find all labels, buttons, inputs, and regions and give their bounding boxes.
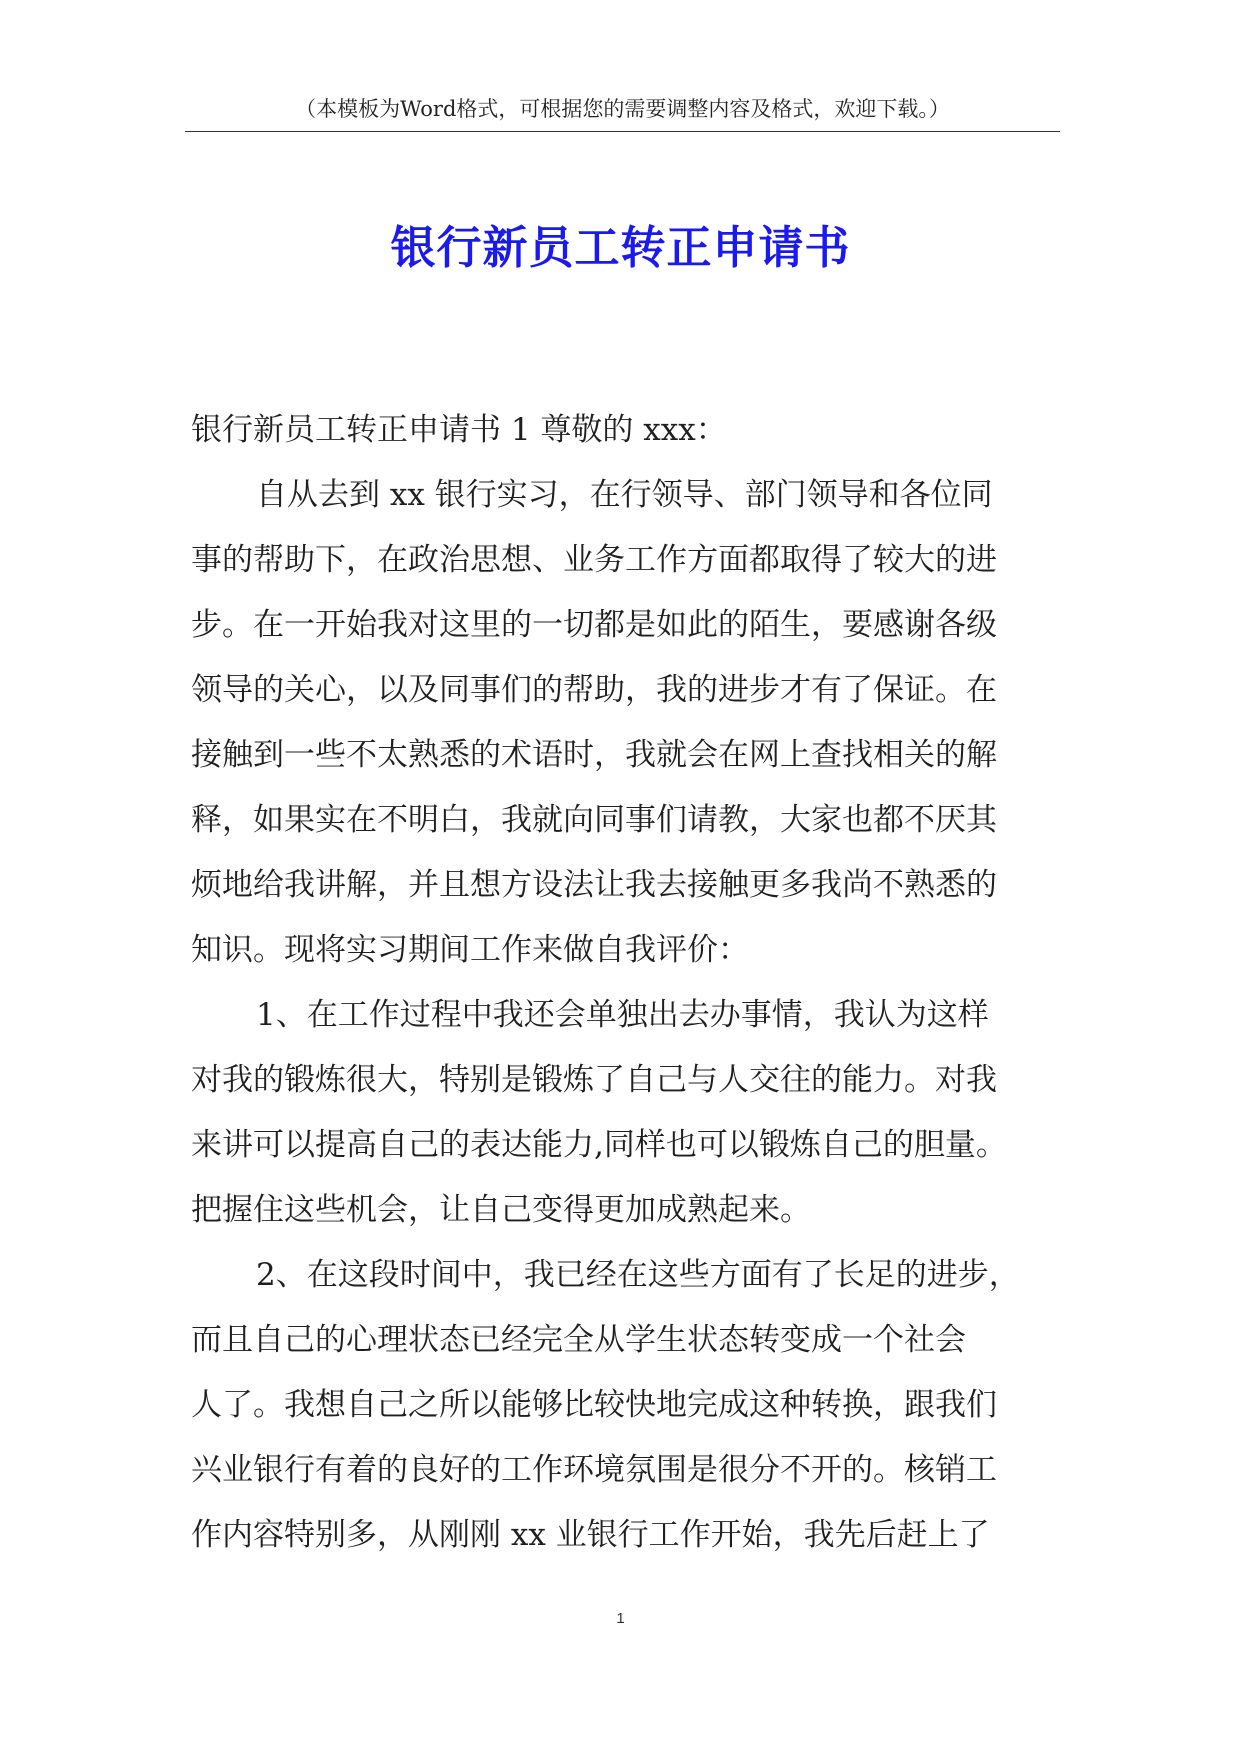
body-line: 自从去到 xx 银行实习，在行领导、部门领导和各位同	[256, 477, 993, 513]
body-line: 步。在一开始我对这里的一切都是如此的陌生，要感谢各级	[191, 607, 997, 643]
body-line: 1、在工作过程中我还会单独出去办事情，我认为这样	[256, 997, 989, 1033]
document-title: 银行新员工转正申请书	[390, 221, 851, 274]
body-line: 银行新员工转正申请书 1 尊敬的 xxx：	[191, 412, 727, 448]
body-line: 而且自己的心理状态已经完全从学生状态转变成一个社会	[191, 1322, 966, 1358]
body-line: 领导的关心，以及同事们的帮助，我的进步才有了保证。在	[191, 672, 997, 708]
body-line: 事的帮助下，在政治思想、业务工作方面都取得了较大的进	[191, 542, 997, 578]
body-line: 兴业银行有着的良好的工作环境氛围是很分不开的。核销工	[191, 1452, 997, 1488]
document-body	[191, 398, 1071, 1568]
header-divider	[185, 131, 1060, 132]
body-line: 来讲可以提高自己的表达能力,同样也可以锻炼自己的胆量。	[191, 1127, 1007, 1163]
template-note: （本模板为Word格式，可根据您的需要调整内容及格式，欢迎下载。）	[295, 97, 950, 121]
body-line: 2、在这段时间中，我已经在这些方面有了长足的进步，	[256, 1257, 1020, 1293]
body-line: 接触到一些不太熟悉的术语时，我就会在网上查找相关的解	[191, 737, 997, 773]
body-line: 烦地给我讲解，并且想方设法让我去接触更多我尚不熟悉的	[191, 867, 997, 903]
body-line: 把握住这些机会，让自己变得更加成熟起来。	[191, 1192, 811, 1228]
body-line: 作内容特别多，从刚刚 xx 业银行工作开始，我先后赶上了	[191, 1517, 990, 1553]
body-line: 知识。现将实习期间工作来做自我评价：	[191, 932, 749, 968]
body-line: 释，如果实在不明白，我就向同事们请教，大家也都不厌其	[191, 802, 997, 838]
body-line: 人了。我想自己之所以能够比较快地完成这种转换，跟我们	[191, 1387, 997, 1423]
body-line: 对我的锻炼很大，特别是锻炼了自己与人交往的能力。对我	[191, 1062, 997, 1098]
page-number: 1	[616, 1610, 625, 1627]
